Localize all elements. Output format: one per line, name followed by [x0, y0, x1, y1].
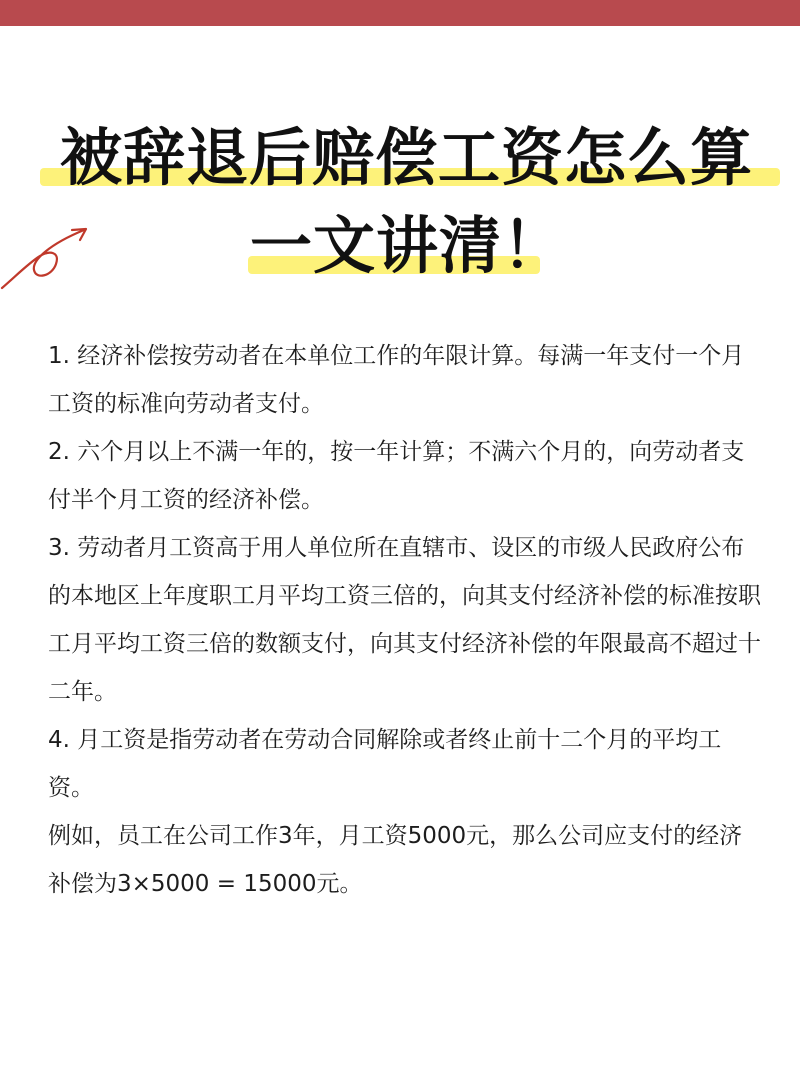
paragraph-4: 4. 月工资是指劳动者在劳动合同解除或者终止前十二个月的平均工资。 [48, 727, 722, 801]
top-color-bar [0, 0, 800, 26]
paragraph-example: 例如，员工在公司工作3年，月工资5000元，那么公司应支付的经济补偿为3×5000 = 15000元。 [48, 823, 743, 897]
title-text-2: 一文讲清！ [250, 209, 566, 282]
title-line-1 [0, 118, 800, 198]
page-title [0, 118, 800, 286]
arrow-doodle-icon [0, 222, 100, 292]
title-text-1: 被辞退后赔偿工资怎么算 [60, 121, 754, 194]
article-body [48, 332, 764, 908]
paragraph-1: 1. 经济补偿按劳动者在本单位工作的年限计算。每满一年支付一个月工资的标准向劳动者支付。 [48, 343, 745, 417]
paragraph-3: 3. 劳动者月工资高于用人单位所在直辖市、设区的市级人民政府公布的本地区上年度职工月平均工资三倍的，向其支付经济补偿的标准按职工月平均工资三倍的数额支付，向其支付经济补偿的年限最高不超过十二年。 [48, 535, 761, 705]
title-line-2 [0, 206, 800, 286]
paragraph-2: 2. 六个月以上不满一年的，按一年计算；不满六个月的，向劳动者支付半个月工资的经济补偿。 [48, 439, 745, 513]
